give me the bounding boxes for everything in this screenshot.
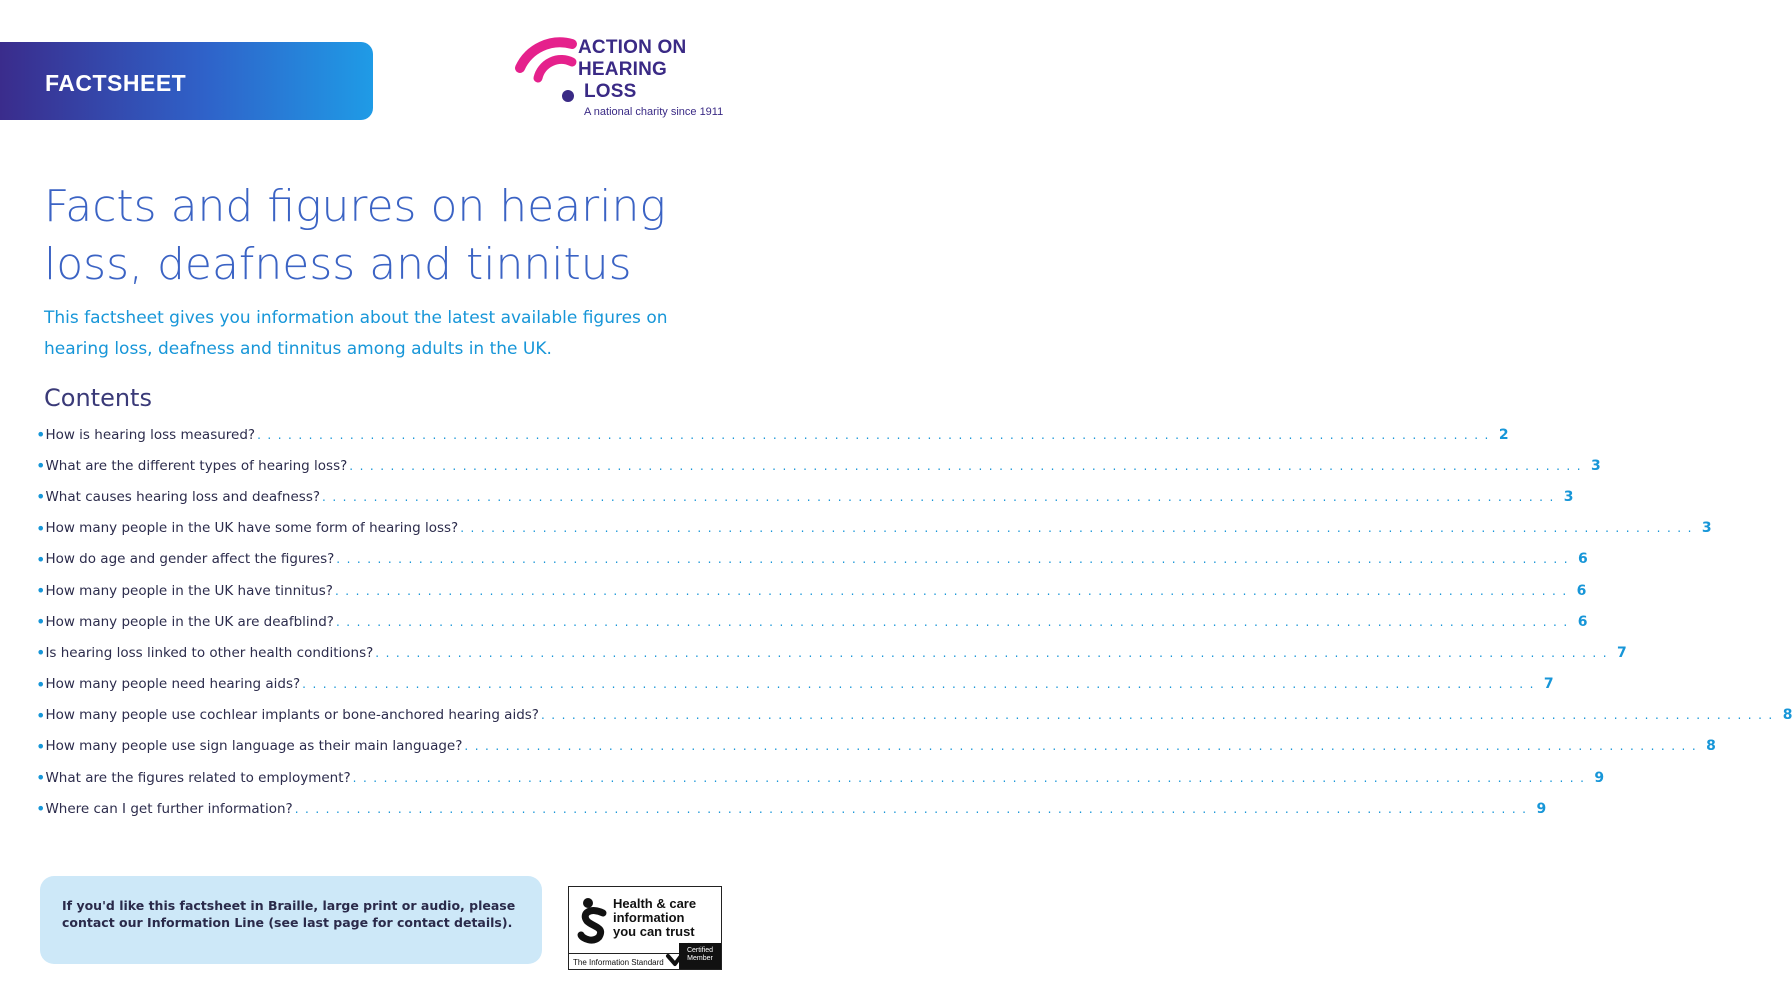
contents-item[interactable] xyxy=(30,575,1587,606)
contents-item-text: How many people need hearing aids? xyxy=(45,676,301,693)
contents-item-page: 3 xyxy=(1701,520,1712,537)
dot-leader: ........................................................................................................................ xyxy=(375,645,1614,660)
contents-item-text: How is hearing loss measured? xyxy=(45,426,256,443)
page-title: Facts and figures on hearing loss, deafness and tinnitus xyxy=(44,181,666,290)
contents-item[interactable] xyxy=(30,481,1574,512)
badge-line-3: you can trust xyxy=(613,924,695,939)
bullet-icon: • xyxy=(36,705,46,725)
bullet-icon: • xyxy=(36,581,46,601)
dot-leader: ........................................................................................................................ xyxy=(540,708,1779,723)
dot-leader: ........................................................................................................................ xyxy=(464,739,1703,754)
information-standard-s-icon xyxy=(577,895,609,945)
contents-item-page: 3 xyxy=(1591,457,1601,474)
bullet-icon: • xyxy=(36,736,46,756)
bullet-icon: • xyxy=(36,612,46,632)
contents-item[interactable] xyxy=(30,606,1588,637)
dot-leader: ........................................................................................................................ xyxy=(302,677,1540,692)
bullet-icon: • xyxy=(36,456,46,476)
contents-item-text: How many people in the UK are deafblind? xyxy=(45,613,334,630)
bullet-icon: • xyxy=(36,799,46,819)
action-on-hearing-loss-logo[interactable] xyxy=(514,34,734,124)
dot-leader: ........................................................................................................................ xyxy=(294,801,1533,816)
contents-item-page: 7 xyxy=(1617,644,1627,661)
bullet-icon: • xyxy=(36,674,46,694)
contents-item-page: 6 xyxy=(1576,582,1587,599)
dot-leader: ........................................................................................................................ xyxy=(322,489,1560,504)
contents-item-text: How many people use cochlear implants or bone-anchored hearing aids? xyxy=(45,707,539,724)
contents-item-text: What are the different types of hearing loss? xyxy=(45,457,348,474)
logo-tagline: A national charity since 1911 xyxy=(584,106,724,118)
bullet-icon: • xyxy=(36,549,46,569)
contents-item[interactable] xyxy=(30,450,1601,481)
contents-item[interactable] xyxy=(30,544,1588,575)
dot-leader: ........................................................................................................................ xyxy=(334,583,1573,598)
contents-item[interactable] xyxy=(30,669,1554,700)
dot-leader: ........................................................................................................................ xyxy=(335,614,1574,629)
contents-item-page: 6 xyxy=(1577,613,1588,630)
callout-text: If you'd like this factsheet in Braille, large print or audio, please contact our Information Line (see last page for contact details). xyxy=(62,898,516,930)
contents-item[interactable] xyxy=(30,419,1509,450)
contents-item-page: 6 xyxy=(1578,551,1588,568)
contents-item[interactable] xyxy=(30,513,1712,544)
contents-item-page: 8 xyxy=(1782,707,1792,724)
bullet-icon: • xyxy=(36,487,46,507)
logo-line-2: HEARING xyxy=(578,59,668,80)
logo-line-3: LOSS xyxy=(584,81,637,102)
dot-leader: ........................................................................................................................ xyxy=(460,521,1698,536)
dot-leader: ........................................................................................................................ xyxy=(336,552,1575,567)
dot-leader: ........................................................................................................................ xyxy=(257,427,1495,442)
contents-item-text: What are the figures related to employment? xyxy=(45,769,351,786)
banner-label: FACTSHEET xyxy=(45,70,187,96)
bullet-icon: • xyxy=(36,425,46,445)
contents-item[interactable] xyxy=(30,700,1792,731)
dot-leader: ........................................................................................................................ xyxy=(349,458,1588,473)
bullet-icon: • xyxy=(36,518,46,538)
intro-paragraph: This factsheet gives you information about the latest available figures on hearing loss, deafness and tinnitus among adults in the UK. xyxy=(44,308,668,359)
contents-item-text: Where can I get further information? xyxy=(45,800,293,817)
contents-item[interactable] xyxy=(30,731,1716,762)
contents-item[interactable] xyxy=(30,793,1547,824)
dot-leader: ........................................................................................................................ xyxy=(352,770,1591,785)
information-standard-badge xyxy=(568,886,722,970)
badge-line-2: information xyxy=(613,910,685,925)
contents-item-text: Is hearing loss linked to other health conditions? xyxy=(45,644,374,661)
contents-item[interactable] xyxy=(30,637,1627,668)
contents-item-text: How do age and gender affect the figures? xyxy=(45,551,335,568)
contents-heading: Contents xyxy=(44,384,152,412)
logo-line-1: ACTION ON xyxy=(578,37,687,58)
contents-item-page: 2 xyxy=(1498,426,1509,443)
accessible-formats-callout xyxy=(40,876,542,964)
contents-item-page: 7 xyxy=(1543,676,1554,693)
bullet-icon: • xyxy=(36,768,46,788)
contents-item-page: 9 xyxy=(1536,800,1547,817)
contents-item-text: How many people use sign language as their main language? xyxy=(45,738,463,755)
contents-item-page: 3 xyxy=(1563,488,1574,505)
contents-item[interactable] xyxy=(30,762,1605,793)
contents-item-text: What causes hearing loss and deafness? xyxy=(45,488,321,505)
contents-item-text: How many people in the UK have some form of hearing loss? xyxy=(45,520,459,537)
information-standard-label: The Information Standard xyxy=(573,958,664,967)
certified-member-label: Certified Member xyxy=(679,943,721,969)
contents-item-page: 9 xyxy=(1594,769,1605,786)
bullet-icon: • xyxy=(36,643,46,663)
contents-list xyxy=(30,419,1792,824)
sound-wave-icon xyxy=(514,34,574,104)
contents-item-text: How many people in the UK have tinnitus? xyxy=(45,582,333,599)
contents-item-page: 8 xyxy=(1706,738,1716,755)
badge-line-1: Health & care xyxy=(613,896,697,911)
factsheet-banner xyxy=(0,42,373,120)
